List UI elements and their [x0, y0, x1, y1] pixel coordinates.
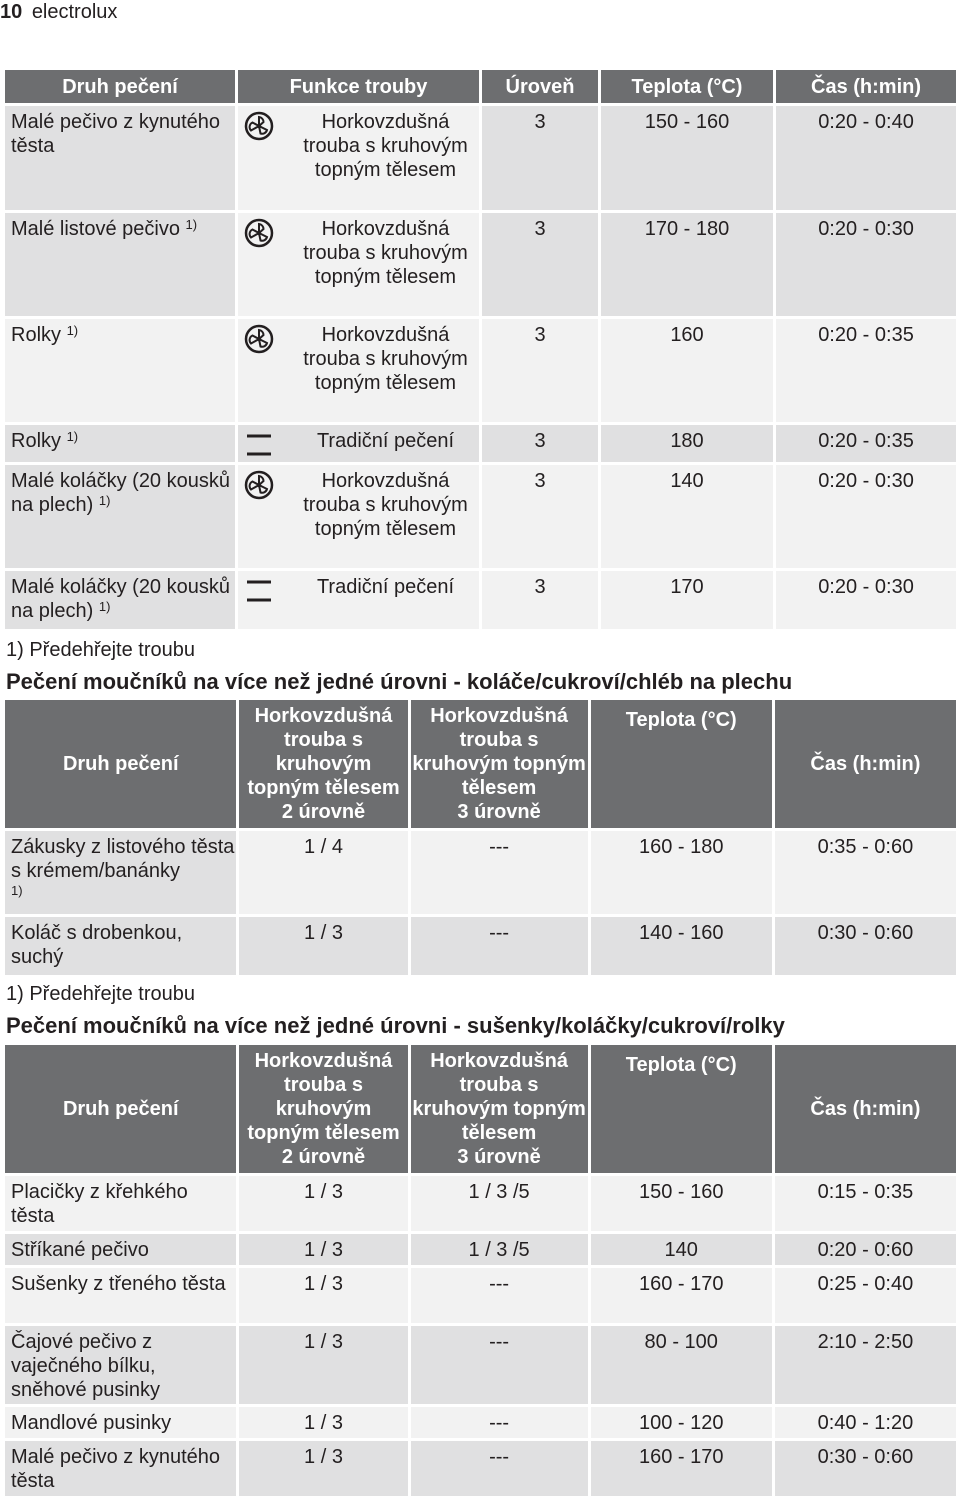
oven-function: Horkovzdušná trouba s kruhovým topným tělesem	[303, 324, 468, 394]
levels-2: 1 / 3	[239, 1326, 407, 1404]
level: 3	[482, 106, 598, 210]
level: 3	[482, 465, 598, 568]
temperature: 140	[601, 465, 773, 568]
levels-2: 1 / 4	[239, 831, 407, 914]
top-bottom-heat-icon	[244, 430, 274, 460]
baking-type-cell	[5, 831, 236, 914]
baking-type: Zákusky z listového těsta s krémem/banánky	[11, 836, 235, 882]
time: 0:20 - 0:40	[776, 106, 956, 210]
header-temperature: Teplota (°C)	[591, 1045, 772, 1173]
temperature: 160 - 180	[591, 831, 772, 914]
baking-type: Sušenky z třeného těsta	[5, 1268, 236, 1323]
baking-type: Rolky	[11, 324, 62, 346]
baking-type: Placičky z křehkého těsta	[5, 1176, 236, 1231]
level: 3	[482, 319, 598, 422]
baking-type-cell	[5, 465, 235, 568]
table-row	[5, 106, 956, 210]
baking-type: Čajové pečivo z vaječného bílku, sněhové pusinky	[5, 1326, 236, 1404]
baking-type-cell	[5, 319, 235, 422]
fan-ring-heater-icon	[244, 218, 274, 248]
header-baking-type: Druh pečení	[5, 1045, 236, 1173]
level: 3	[482, 571, 598, 629]
footnote-ref: 1)	[66, 323, 79, 338]
oven-function-cell	[238, 465, 479, 568]
temperature: 80 - 100	[591, 1326, 772, 1404]
header-fan-3-levels: Horkovzdušná trouba s kruhovým topným tělesem 3 úrovně	[411, 1045, 588, 1173]
levels-3: ---	[411, 1268, 588, 1323]
header-time: Čas (h:min)	[775, 700, 956, 828]
levels-2: 1 / 3	[239, 1407, 407, 1438]
oven-function: Tradiční pečení	[316, 576, 455, 598]
time: 0:30 - 0:60	[775, 1441, 956, 1496]
levels-3: ---	[411, 831, 588, 914]
header-fan-2-levels: Horkovzdušná trouba s kruhovým topným tělesem 2 úrovně	[239, 700, 407, 828]
header-temperature: Teplota (°C)	[601, 70, 773, 103]
time: 0:20 - 0:60	[775, 1234, 956, 1265]
table-row	[5, 917, 956, 975]
footnote-ref: 1)	[185, 217, 198, 232]
table-row	[5, 1176, 956, 1231]
baking-type: Malé listové pečivo	[11, 218, 180, 240]
temperature: 140 - 160	[591, 917, 772, 975]
table-row	[5, 1407, 956, 1438]
oven-function: Horkovzdušná trouba s kruhovým topným tělesem	[303, 111, 468, 181]
header-temperature: Teplota (°C)	[591, 700, 772, 828]
levels-2: 1 / 3	[239, 1176, 407, 1231]
levels-2: 1 / 3	[239, 917, 407, 975]
temperature: 160 - 170	[591, 1441, 772, 1496]
temperature: 150 - 160	[601, 106, 773, 210]
table-row	[5, 571, 956, 629]
table-row	[5, 213, 956, 316]
level: 3	[482, 213, 598, 316]
time: 0:40 - 1:20	[775, 1407, 956, 1438]
footnote: 1) Předehřejte troubu	[6, 639, 196, 661]
levels-3: ---	[411, 1441, 588, 1496]
page-number: 10	[0, 1, 23, 23]
baking-type-cell	[5, 106, 235, 210]
levels-3: 1 / 3 /5	[411, 1234, 588, 1265]
levels-2: 1 / 3	[239, 1234, 407, 1265]
table-row	[5, 1234, 956, 1265]
brand-name: electrolux	[31, 1, 118, 23]
temperature: 160 - 170	[591, 1268, 772, 1323]
table-row	[5, 465, 956, 568]
oven-function-cell	[238, 425, 479, 462]
temperature: 140	[591, 1234, 772, 1265]
levels-3: 1 / 3 /5	[411, 1176, 588, 1231]
temperature: 170 - 180	[601, 213, 773, 316]
temperature: 160	[601, 319, 773, 422]
time: 0:35 - 0:60	[775, 831, 956, 914]
levels-3: ---	[411, 1326, 588, 1404]
time: 0:30 - 0:60	[775, 917, 956, 975]
baking-type-cell	[5, 917, 236, 975]
oven-function: Horkovzdušná trouba s kruhovým topným tělesem	[303, 218, 468, 288]
footnote-ref: 1)	[11, 883, 23, 898]
fan-ring-heater-icon	[244, 324, 274, 354]
baking-type: Koláč s drobenkou, suchý	[11, 922, 183, 968]
section-title: Pečení moučníků na více než jedné úrovni - sušenky/koláčky/cukroví/rolky	[6, 1013, 785, 1038]
footnote: 1) Předehřejte troubu	[6, 983, 196, 1005]
header-time: Čas (h:min)	[775, 1045, 956, 1173]
page-header	[0, 0, 117, 28]
header-fan-3-levels: Horkovzdušná trouba s kruhovým topným tělesem 3 úrovně	[411, 700, 588, 828]
fan-ring-heater-icon	[244, 470, 274, 500]
baking-type: Rolky	[11, 430, 62, 452]
table-row	[5, 1326, 956, 1404]
levels-2: 1 / 3	[239, 1441, 407, 1496]
oven-function: Horkovzdušná trouba s kruhovým topným tělesem	[303, 470, 468, 540]
header-baking-type: Druh pečení	[5, 700, 236, 828]
baking-table-single-level	[2, 67, 959, 632]
section-title: Pečení moučníků na více než jedné úrovni - koláče/cukroví/chléb na plechu	[6, 669, 793, 694]
temperature: 180	[601, 425, 773, 462]
footnote-ref: 1)	[66, 429, 79, 444]
time: 0:25 - 0:40	[775, 1268, 956, 1323]
oven-function-cell	[238, 213, 479, 316]
oven-function-cell	[238, 319, 479, 422]
table-row	[5, 425, 956, 462]
time: 2:10 - 2:50	[775, 1326, 956, 1404]
baking-type: Mandlové pusinky	[5, 1407, 236, 1438]
baking-table-cookies	[2, 1042, 959, 1499]
table-row	[5, 831, 956, 914]
time: 0:20 - 0:30	[776, 571, 956, 629]
time: 0:20 - 0:35	[776, 425, 956, 462]
levels-3: ---	[411, 917, 588, 975]
baking-type: Malé koláčky (20 kousků na plech)	[11, 576, 230, 622]
header-oven-function: Funkce trouby	[238, 70, 479, 103]
top-bottom-heat-icon	[244, 576, 274, 606]
baking-type: Malé koláčky (20 kousků na plech)	[11, 470, 230, 516]
levels-3: ---	[411, 1407, 588, 1438]
levels-2: 1 / 3	[239, 1268, 407, 1323]
oven-function-cell	[238, 106, 479, 210]
baking-type-cell	[5, 425, 235, 462]
baking-type-cell	[5, 571, 235, 629]
oven-function-cell	[238, 571, 479, 629]
temperature: 150 - 160	[591, 1176, 772, 1231]
baking-table-cakes	[2, 697, 959, 978]
baking-type: Malé pečivo z kynutého těsta	[5, 1441, 236, 1496]
header-time: Čas (h:min)	[776, 70, 956, 103]
header-level: Úroveň	[482, 70, 598, 103]
level: 3	[482, 425, 598, 462]
time: 0:15 - 0:35	[775, 1176, 956, 1231]
baking-type: Malé pečivo z kynutého těsta	[11, 111, 221, 157]
time: 0:20 - 0:35	[776, 319, 956, 422]
time: 0:20 - 0:30	[776, 465, 956, 568]
header-baking-type: Druh pečení	[5, 70, 235, 103]
footnote-ref: 1)	[98, 599, 111, 614]
oven-function: Tradiční pečení	[316, 430, 455, 452]
time: 0:20 - 0:30	[776, 213, 956, 316]
footnote-ref: 1)	[98, 493, 111, 508]
fan-ring-heater-icon	[244, 111, 274, 141]
table-row	[5, 319, 956, 422]
table-row	[5, 1441, 956, 1496]
temperature: 100 - 120	[591, 1407, 772, 1438]
header-fan-2-levels: Horkovzdušná trouba s kruhovým topným tělesem 2 úrovně	[239, 1045, 407, 1173]
temperature: 170	[601, 571, 773, 629]
baking-type-cell	[5, 213, 235, 316]
table-row	[5, 1268, 956, 1323]
baking-type: Stříkané pečivo	[5, 1234, 236, 1265]
